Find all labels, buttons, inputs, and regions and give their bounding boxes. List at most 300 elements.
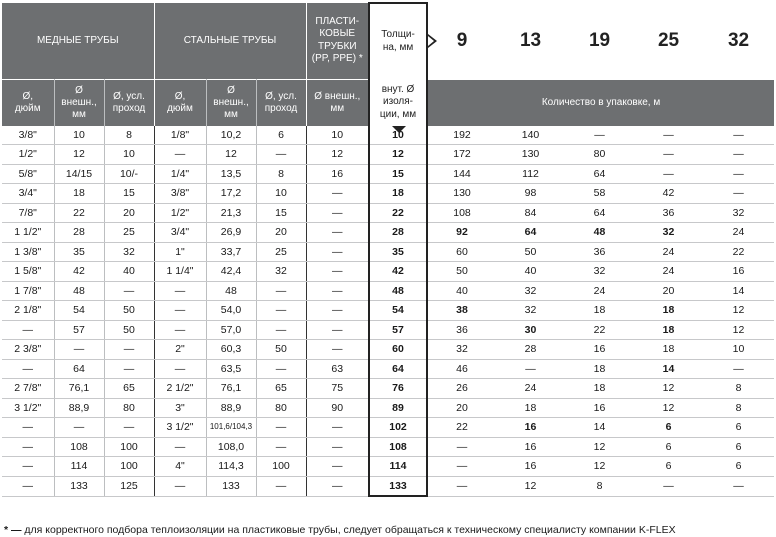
thickness-header-line: Толщи- bbox=[381, 29, 415, 40]
plastic-header-line: КОВЫЕ bbox=[319, 28, 356, 40]
cell-qty-9: 38 bbox=[427, 301, 496, 321]
cell-qty-9: 60 bbox=[427, 242, 496, 262]
cell-steel-outer: 101,6/104,3 bbox=[206, 418, 256, 438]
cell-steel-inch: — bbox=[154, 359, 206, 379]
thickness-19: 19 bbox=[565, 3, 634, 79]
cell-copper-outer: 22 bbox=[54, 203, 104, 223]
cell-copper-nominal: 20 bbox=[104, 203, 154, 223]
quantity-header: Количество в упаковке, м bbox=[427, 79, 774, 126]
table-row bbox=[2, 398, 774, 418]
cell-insulation-inner: 60 bbox=[369, 340, 427, 360]
insulation-inner-header bbox=[369, 79, 427, 126]
cell-qty-13: 16 bbox=[496, 437, 565, 457]
cell-insulation-inner: 18 bbox=[369, 184, 427, 204]
cell-steel-inch: 2" bbox=[154, 340, 206, 360]
table-body bbox=[2, 126, 774, 497]
cell-qty-13: 50 bbox=[496, 242, 565, 262]
cell-steel-inch: 1 1/4" bbox=[154, 262, 206, 282]
cell-copper-outer: 42 bbox=[54, 262, 104, 282]
sub-header-line: дюйм bbox=[14, 102, 41, 114]
cell-copper-outer: 114 bbox=[54, 457, 104, 477]
cell-steel-outer: 63,5 bbox=[206, 359, 256, 379]
cell-plastic-outer: — bbox=[306, 184, 369, 204]
table-row bbox=[2, 379, 774, 399]
cell-copper-inch: 2 7/8" bbox=[2, 379, 54, 399]
cell-qty-9: 50 bbox=[427, 262, 496, 282]
cell-insulation-inner: 54 bbox=[369, 301, 427, 321]
pipe-insulation-table bbox=[2, 2, 774, 497]
thickness-header-line: на, мм bbox=[382, 41, 414, 53]
cell-steel-outer: 133 bbox=[206, 476, 256, 496]
sub-header-line: ции, мм bbox=[379, 108, 417, 120]
cell-qty-13: 40 bbox=[496, 262, 565, 282]
cell-insulation-inner: 133 bbox=[369, 476, 427, 496]
cell-qty-25: 14 bbox=[634, 359, 703, 379]
sub-header-line: мм bbox=[72, 108, 86, 120]
cell-qty-19: 48 bbox=[565, 223, 634, 243]
cell-qty-25: 20 bbox=[634, 281, 703, 301]
cell-steel-nominal: 20 bbox=[256, 223, 306, 243]
plastic-outer-header bbox=[306, 79, 369, 126]
cell-qty-9: 172 bbox=[427, 145, 496, 165]
thickness-header bbox=[369, 3, 427, 79]
cell-qty-9: — bbox=[427, 437, 496, 457]
sub-header-line: Ø внешн., bbox=[314, 90, 361, 102]
cell-steel-inch: 2 1/2" bbox=[154, 379, 206, 399]
cell-qty-32: — bbox=[703, 126, 774, 145]
cell-copper-outer: — bbox=[54, 418, 104, 438]
cell-steel-nominal: — bbox=[256, 476, 306, 496]
cell-plastic-outer: 75 bbox=[306, 379, 369, 399]
sub-header-line: дюйм bbox=[167, 102, 193, 114]
cell-copper-inch: 1/2" bbox=[2, 145, 54, 165]
cell-qty-32: — bbox=[703, 476, 774, 496]
cell-copper-outer: 14/15 bbox=[54, 164, 104, 184]
cell-steel-nominal: 15 bbox=[256, 203, 306, 223]
table-row bbox=[2, 223, 774, 243]
cell-steel-inch: 3 1/2" bbox=[154, 418, 206, 438]
cell-qty-32: 6 bbox=[703, 437, 774, 457]
cell-steel-outer: 10,2 bbox=[206, 126, 256, 145]
cell-steel-inch: — bbox=[154, 281, 206, 301]
sub-header-line: Ø bbox=[75, 84, 83, 96]
cell-copper-inch: — bbox=[2, 320, 54, 340]
steel-pipes-header: СТАЛЬНЫЕ ТРУБЫ bbox=[154, 3, 306, 79]
cell-qty-25: 6 bbox=[634, 457, 703, 477]
cell-copper-outer: 133 bbox=[54, 476, 104, 496]
cell-copper-inch: 3/4" bbox=[2, 184, 54, 204]
sub-header-line: Ø bbox=[227, 84, 235, 96]
cell-qty-13: 98 bbox=[496, 184, 565, 204]
cell-steel-outer: 54,0 bbox=[206, 301, 256, 321]
cell-qty-25: 24 bbox=[634, 242, 703, 262]
cell-copper-outer: 88,9 bbox=[54, 398, 104, 418]
cell-qty-9: 40 bbox=[427, 281, 496, 301]
cell-steel-outer: 57,0 bbox=[206, 320, 256, 340]
cell-copper-nominal: 8 bbox=[104, 126, 154, 145]
cell-qty-32: — bbox=[703, 359, 774, 379]
cell-steel-outer: 42,4 bbox=[206, 262, 256, 282]
cell-qty-9: 130 bbox=[427, 184, 496, 204]
cell-copper-nominal: 100 bbox=[104, 437, 154, 457]
cell-copper-inch: 1 7/8" bbox=[2, 281, 54, 301]
cell-steel-nominal: — bbox=[256, 359, 306, 379]
cell-steel-inch: 1" bbox=[154, 242, 206, 262]
cell-copper-inch: — bbox=[2, 418, 54, 438]
cell-qty-32: 10 bbox=[703, 340, 774, 360]
cell-copper-inch: 3/8" bbox=[2, 126, 54, 145]
cell-copper-nominal: 80 bbox=[104, 398, 154, 418]
cell-qty-13: 140 bbox=[496, 126, 565, 145]
cell-copper-inch: 1 3/8" bbox=[2, 242, 54, 262]
cell-steel-outer: 13,5 bbox=[206, 164, 256, 184]
cell-insulation-inner: 64 bbox=[369, 359, 427, 379]
cell-qty-32: 8 bbox=[703, 398, 774, 418]
cell-insulation-inner: 28 bbox=[369, 223, 427, 243]
cell-plastic-outer: 10 bbox=[306, 126, 369, 145]
cell-steel-outer: 88,9 bbox=[206, 398, 256, 418]
table-row bbox=[2, 301, 774, 321]
cell-copper-nominal: — bbox=[104, 418, 154, 438]
cell-steel-nominal: 6 bbox=[256, 126, 306, 145]
cell-qty-32: 14 bbox=[703, 281, 774, 301]
cell-qty-19: — bbox=[565, 126, 634, 145]
cell-qty-32: 12 bbox=[703, 320, 774, 340]
cell-qty-9: 26 bbox=[427, 379, 496, 399]
cell-qty-9: 192 bbox=[427, 126, 496, 145]
cell-copper-nominal: 65 bbox=[104, 379, 154, 399]
plastic-pipes-header bbox=[306, 3, 369, 79]
cell-insulation-inner: 114 bbox=[369, 457, 427, 477]
cell-steel-inch: — bbox=[154, 476, 206, 496]
table-row bbox=[2, 164, 774, 184]
cell-qty-19: 12 bbox=[565, 457, 634, 477]
cell-steel-outer: 108,0 bbox=[206, 437, 256, 457]
cell-copper-nominal: 32 bbox=[104, 242, 154, 262]
cell-steel-nominal: 80 bbox=[256, 398, 306, 418]
sub-header-line: Ø, усл. bbox=[113, 90, 145, 102]
cell-qty-13: 130 bbox=[496, 145, 565, 165]
cell-qty-9: — bbox=[427, 457, 496, 477]
cell-qty-19: 12 bbox=[565, 437, 634, 457]
sub-header-line: изоля- bbox=[383, 96, 413, 107]
cell-insulation-inner: 42 bbox=[369, 262, 427, 282]
cell-copper-outer: 108 bbox=[54, 437, 104, 457]
cell-steel-outer: 21,3 bbox=[206, 203, 256, 223]
cell-steel-inch: 3/8" bbox=[154, 184, 206, 204]
cell-qty-25: 6 bbox=[634, 418, 703, 438]
cell-qty-25: 32 bbox=[634, 223, 703, 243]
cell-steel-nominal: — bbox=[256, 418, 306, 438]
cell-copper-nominal: 50 bbox=[104, 320, 154, 340]
table-row bbox=[2, 145, 774, 165]
table-row bbox=[2, 203, 774, 223]
sub-header-line: проход bbox=[112, 102, 146, 114]
cell-plastic-outer: — bbox=[306, 340, 369, 360]
cell-steel-inch: — bbox=[154, 301, 206, 321]
cell-plastic-outer: — bbox=[306, 223, 369, 243]
thickness-32: 32 bbox=[703, 3, 774, 79]
cell-plastic-outer: — bbox=[306, 203, 369, 223]
table-row bbox=[2, 126, 774, 145]
cell-qty-32: — bbox=[703, 184, 774, 204]
cell-steel-nominal: 32 bbox=[256, 262, 306, 282]
cell-qty-19: 36 bbox=[565, 242, 634, 262]
sub-header-line: проход bbox=[264, 102, 298, 114]
cell-qty-13: 16 bbox=[496, 418, 565, 438]
cell-plastic-outer: — bbox=[306, 281, 369, 301]
cell-copper-nominal: 40 bbox=[104, 262, 154, 282]
cell-steel-nominal: — bbox=[256, 281, 306, 301]
cell-qty-25: 42 bbox=[634, 184, 703, 204]
sub-header-line: Ø, bbox=[174, 90, 186, 102]
cell-steel-nominal: 65 bbox=[256, 379, 306, 399]
footnote-mark: * — bbox=[4, 524, 25, 536]
cell-insulation-inner: 102 bbox=[369, 418, 427, 438]
cell-qty-9: 108 bbox=[427, 203, 496, 223]
cell-copper-nominal: 10 bbox=[104, 145, 154, 165]
cell-qty-9: 20 bbox=[427, 398, 496, 418]
cell-steel-outer: 17,2 bbox=[206, 184, 256, 204]
cell-insulation-inner: 48 bbox=[369, 281, 427, 301]
cell-copper-nominal: 125 bbox=[104, 476, 154, 496]
cell-qty-9: 32 bbox=[427, 340, 496, 360]
cell-copper-outer: 35 bbox=[54, 242, 104, 262]
cell-steel-outer: 114,3 bbox=[206, 457, 256, 477]
cell-plastic-outer: — bbox=[306, 437, 369, 457]
cell-qty-9: 92 bbox=[427, 223, 496, 243]
cell-qty-19: 64 bbox=[565, 203, 634, 223]
cell-qty-25: 12 bbox=[634, 398, 703, 418]
cell-insulation-inner: 10 bbox=[369, 126, 427, 145]
cell-qty-25: 12 bbox=[634, 379, 703, 399]
table-row bbox=[2, 242, 774, 262]
cell-qty-19: 22 bbox=[565, 320, 634, 340]
cell-insulation-inner: 76 bbox=[369, 379, 427, 399]
table-row bbox=[2, 457, 774, 477]
cell-copper-inch: 3 1/2" bbox=[2, 398, 54, 418]
cell-qty-25: 24 bbox=[634, 262, 703, 282]
cell-copper-outer: 64 bbox=[54, 359, 104, 379]
cell-qty-13: 18 bbox=[496, 398, 565, 418]
cell-plastic-outer: — bbox=[306, 476, 369, 496]
cell-steel-nominal: 50 bbox=[256, 340, 306, 360]
cell-qty-32: 6 bbox=[703, 457, 774, 477]
cell-copper-inch: — bbox=[2, 476, 54, 496]
cell-qty-25: — bbox=[634, 164, 703, 184]
copper-outer-header bbox=[54, 79, 104, 126]
cell-plastic-outer: 90 bbox=[306, 398, 369, 418]
cell-qty-19: 64 bbox=[565, 164, 634, 184]
steel-outer-header bbox=[206, 79, 256, 126]
thickness-9: 9 bbox=[427, 3, 496, 79]
cell-qty-32: 6 bbox=[703, 418, 774, 438]
cell-steel-nominal: 100 bbox=[256, 457, 306, 477]
cell-qty-19: 80 bbox=[565, 145, 634, 165]
table-row bbox=[2, 359, 774, 379]
table-row bbox=[2, 281, 774, 301]
cell-plastic-outer: — bbox=[306, 320, 369, 340]
cell-copper-nominal: 10/- bbox=[104, 164, 154, 184]
cell-steel-outer: 76,1 bbox=[206, 379, 256, 399]
cell-copper-inch: 1 1/2" bbox=[2, 223, 54, 243]
cell-qty-13: 28 bbox=[496, 340, 565, 360]
cell-qty-25: — bbox=[634, 476, 703, 496]
cell-qty-25: 18 bbox=[634, 320, 703, 340]
cell-copper-outer: 28 bbox=[54, 223, 104, 243]
cell-steel-inch: 1/4" bbox=[154, 164, 206, 184]
plastic-header-line: ПЛАСТИ- bbox=[315, 15, 360, 27]
cell-qty-19: 16 bbox=[565, 398, 634, 418]
table-row bbox=[2, 184, 774, 204]
cell-copper-inch: — bbox=[2, 457, 54, 477]
cell-insulation-inner: 15 bbox=[369, 164, 427, 184]
cell-qty-25: 18 bbox=[634, 340, 703, 360]
cell-copper-inch: 1 5/8" bbox=[2, 262, 54, 282]
cell-qty-13: 64 bbox=[496, 223, 565, 243]
steel-nominal-header bbox=[256, 79, 306, 126]
cell-qty-25: 36 bbox=[634, 203, 703, 223]
copper-inch-header bbox=[2, 79, 54, 126]
cell-qty-19: 18 bbox=[565, 359, 634, 379]
cell-qty-19: 8 bbox=[565, 476, 634, 496]
cell-steel-outer: 12 bbox=[206, 145, 256, 165]
cell-qty-13: 16 bbox=[496, 457, 565, 477]
cell-copper-inch: 7/8" bbox=[2, 203, 54, 223]
cell-insulation-inner: 89 bbox=[369, 398, 427, 418]
sub-header-line: Ø, bbox=[22, 90, 34, 102]
cell-copper-outer: 12 bbox=[54, 145, 104, 165]
cell-copper-inch: 2 3/8" bbox=[2, 340, 54, 360]
cell-plastic-outer: — bbox=[306, 242, 369, 262]
cell-copper-outer: 10 bbox=[54, 126, 104, 145]
cell-qty-19: 18 bbox=[565, 301, 634, 321]
cell-qty-25: — bbox=[634, 145, 703, 165]
cell-copper-nominal: 15 bbox=[104, 184, 154, 204]
cell-qty-13: 32 bbox=[496, 281, 565, 301]
cell-plastic-outer: — bbox=[306, 457, 369, 477]
cell-copper-outer: — bbox=[54, 340, 104, 360]
cell-qty-19: 32 bbox=[565, 262, 634, 282]
cell-plastic-outer: 12 bbox=[306, 145, 369, 165]
cell-qty-32: — bbox=[703, 164, 774, 184]
cell-qty-19: 58 bbox=[565, 184, 634, 204]
sub-header-line: мм bbox=[224, 108, 238, 120]
cell-qty-19: 14 bbox=[565, 418, 634, 438]
cell-qty-13: 112 bbox=[496, 164, 565, 184]
cell-qty-9: 46 bbox=[427, 359, 496, 379]
steel-inch-header bbox=[154, 79, 206, 126]
cell-qty-13: 30 bbox=[496, 320, 565, 340]
cell-insulation-inner: 35 bbox=[369, 242, 427, 262]
cell-insulation-inner: 12 bbox=[369, 145, 427, 165]
cell-plastic-outer: — bbox=[306, 301, 369, 321]
table-row bbox=[2, 262, 774, 282]
cell-qty-13: 32 bbox=[496, 301, 565, 321]
cell-qty-13: — bbox=[496, 359, 565, 379]
cell-plastic-outer: 63 bbox=[306, 359, 369, 379]
cell-qty-19: 18 bbox=[565, 379, 634, 399]
cell-steel-inch: — bbox=[154, 320, 206, 340]
table-row bbox=[2, 476, 774, 496]
cell-copper-inch: — bbox=[2, 359, 54, 379]
cell-qty-32: 24 bbox=[703, 223, 774, 243]
cell-plastic-outer: — bbox=[306, 418, 369, 438]
cell-steel-nominal: — bbox=[256, 301, 306, 321]
cell-copper-outer: 57 bbox=[54, 320, 104, 340]
cell-insulation-inner: 57 bbox=[369, 320, 427, 340]
cell-plastic-outer: 16 bbox=[306, 164, 369, 184]
sub-header-line: внешн., bbox=[213, 96, 249, 108]
footnote-text: для корректного подбора теплоизоляции на пластиковые трубы, следует обращаться к техническому специалисту компании K-FLEX bbox=[24, 524, 676, 536]
cell-insulation-inner: 22 bbox=[369, 203, 427, 223]
pointer-arrow-inner bbox=[428, 36, 434, 46]
cell-qty-9: 22 bbox=[427, 418, 496, 438]
cell-qty-13: 12 bbox=[496, 476, 565, 496]
cell-qty-32: 8 bbox=[703, 379, 774, 399]
cell-qty-13: 84 bbox=[496, 203, 565, 223]
cell-steel-nominal: 8 bbox=[256, 164, 306, 184]
cell-qty-25: 18 bbox=[634, 301, 703, 321]
cell-steel-nominal: — bbox=[256, 145, 306, 165]
cell-steel-outer: 60,3 bbox=[206, 340, 256, 360]
cell-qty-32: — bbox=[703, 145, 774, 165]
cell-steel-outer: 26,9 bbox=[206, 223, 256, 243]
copper-nominal-header bbox=[104, 79, 154, 126]
cell-copper-nominal: — bbox=[104, 340, 154, 360]
cell-qty-9: 36 bbox=[427, 320, 496, 340]
cell-qty-9: 144 bbox=[427, 164, 496, 184]
cell-steel-nominal: — bbox=[256, 437, 306, 457]
cell-plastic-outer: — bbox=[306, 262, 369, 282]
cell-copper-outer: 48 bbox=[54, 281, 104, 301]
cell-qty-19: 16 bbox=[565, 340, 634, 360]
table-row bbox=[2, 437, 774, 457]
cell-steel-inch: 3/4" bbox=[154, 223, 206, 243]
sub-header-line: Ø, усл. bbox=[265, 90, 297, 102]
cell-qty-32: 12 bbox=[703, 301, 774, 321]
cell-steel-nominal: 10 bbox=[256, 184, 306, 204]
cell-steel-inch: — bbox=[154, 437, 206, 457]
cell-copper-inch: — bbox=[2, 437, 54, 457]
cell-steel-inch: 4" bbox=[154, 457, 206, 477]
cell-steel-inch: — bbox=[154, 145, 206, 165]
sub-header-line: внешн., bbox=[61, 96, 97, 108]
plastic-header-line: (PP, PPE) * bbox=[311, 53, 363, 65]
thickness-13: 13 bbox=[496, 3, 565, 79]
cell-steel-nominal: 25 bbox=[256, 242, 306, 262]
sub-header-line: мм bbox=[330, 102, 345, 114]
cell-copper-outer: 76,1 bbox=[54, 379, 104, 399]
cell-qty-32: 32 bbox=[703, 203, 774, 223]
cell-steel-inch: 1/2" bbox=[154, 203, 206, 223]
cell-copper-nominal: 100 bbox=[104, 457, 154, 477]
cell-copper-nominal: — bbox=[104, 359, 154, 379]
cell-copper-outer: 18 bbox=[54, 184, 104, 204]
cell-qty-32: 16 bbox=[703, 262, 774, 282]
cell-copper-nominal: 50 bbox=[104, 301, 154, 321]
cell-qty-13: 24 bbox=[496, 379, 565, 399]
down-arrow-icon bbox=[392, 126, 406, 133]
cell-steel-inch: 1/8" bbox=[154, 126, 206, 145]
footnote bbox=[4, 524, 676, 536]
cell-steel-nominal: — bbox=[256, 320, 306, 340]
table-row bbox=[2, 418, 774, 438]
cell-steel-outer: 48 bbox=[206, 281, 256, 301]
cell-qty-25: 6 bbox=[634, 437, 703, 457]
cell-copper-inch: 2 1/8" bbox=[2, 301, 54, 321]
cell-copper-outer: 54 bbox=[54, 301, 104, 321]
